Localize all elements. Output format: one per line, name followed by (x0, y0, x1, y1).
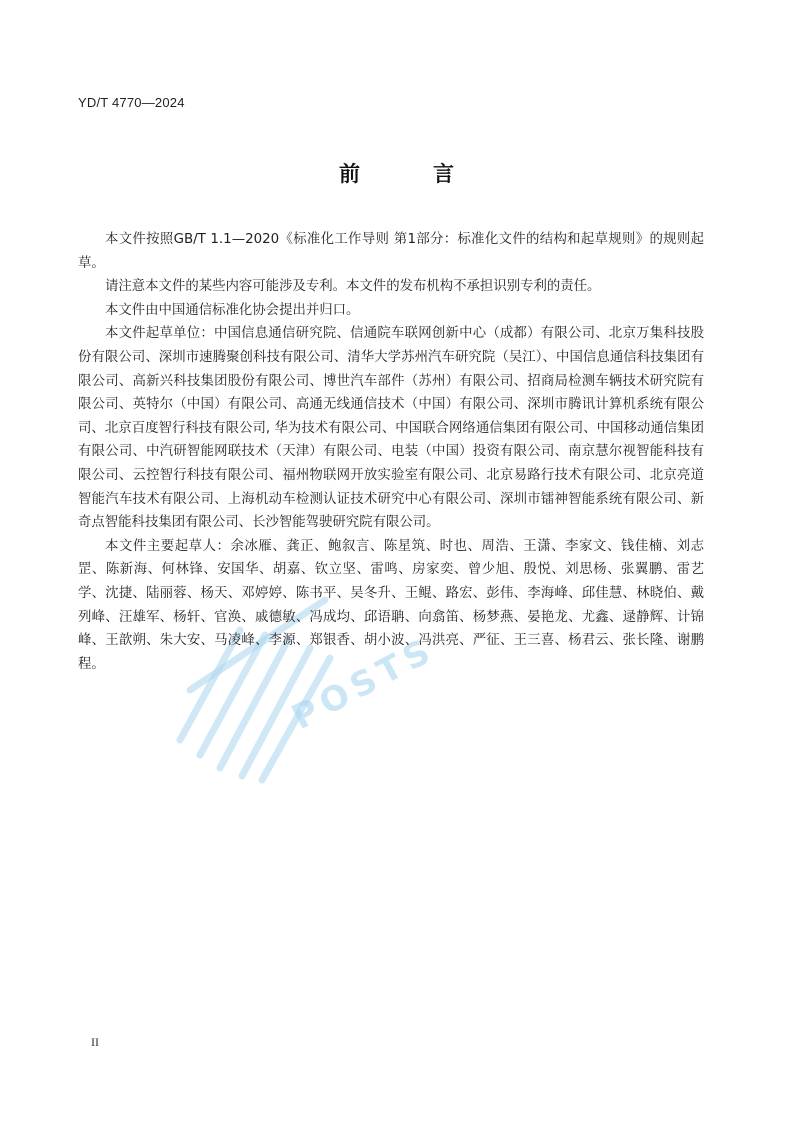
document-id: YD/T 4770—2024 (78, 95, 185, 110)
paragraph-drafting-rules: 本文件按照GB/T 1.1—2020《标准化工作导则 第1部分：标准化文件的结构和起草规则》的规则起草。 (78, 232, 704, 271)
paragraph-patent-notice: 请注意本文件的某些内容可能涉及专利。本文件的发布机构不承担识别专利的责任。 (105, 279, 601, 295)
page-number: II (91, 1035, 99, 1049)
watermark-text: POSTS (285, 629, 442, 738)
paragraph-main-drafters: 本文件主要起草人：余冰雁、龚正、鲍叙言、陈星筑、时也、周浩、王潇、李家文、钱佳楠、刘志罡、陈新海、何林锋、安国华、胡嘉、钦立坚、雷鸣、房家奕、曾少旭、殷悦、刘思杨、张翼鹏、雷艺学、沈捷、陆丽蓉、杨天、邓婷婷、陈书平、吴冬升、王鲲、路宏、彭伟、李海峰、邱佳慧、林晓伯、戴列峰、汪雄军、杨轩、官涣、戚德敏、冯成均、邱语聃、向翕笛、杨梦燕、晏艳龙、尤鑫、逯静辉、计锦峰、王歆朔、朱大安、马凌峰、李源、郑银香、胡小波、冯洪亮、严征、王三喜、杨君云、张长隆、谢鹏程。 (78, 538, 704, 672)
page-title: 前 言 (339, 162, 480, 186)
foreword-body (78, 228, 704, 676)
paragraph-drafting-units: 本文件起草单位：中国信息通信研究院、信通院车联网创新中心（成都）有限公司、北京万集科技股份有限公司、深圳市速腾聚创科技有限公司、清华大学苏州汽车研究院（吴江）、中国信息通信科技集团有限公司、高新兴科技集团股份有限公司、博世汽车部件（苏州）有限公司、招商局检测车辆技术研究院有限公司、英特尔（中国）有限公司、高通无线通信技术（中国）有限公司、深圳市腾讯计算机系统有限公司、北京百度智行科技有限公司, 华为技术有限公司、中国联合网络通信集团有限公司、中国移动通信集团有限公司、中汽研智能网联技术（天津）有限公司、电装（中国）投资有限公司、南京慧尔视智能科技有限公司、云控智行科技有限公司、福州物联网开放实验室有限公司、北京易路行技术有限公司、北京亮道智能汽车技术有限公司、上海机动车检测认证技术研究中心有限公司、深圳市镭神智能系统有限公司、新奇点智能科技集团有限公司、长沙智能驾驶研究院有限公司。 (78, 326, 704, 531)
paragraph-proposer: 本文件由中国通信标准化协会提出并归口。 (105, 302, 360, 318)
